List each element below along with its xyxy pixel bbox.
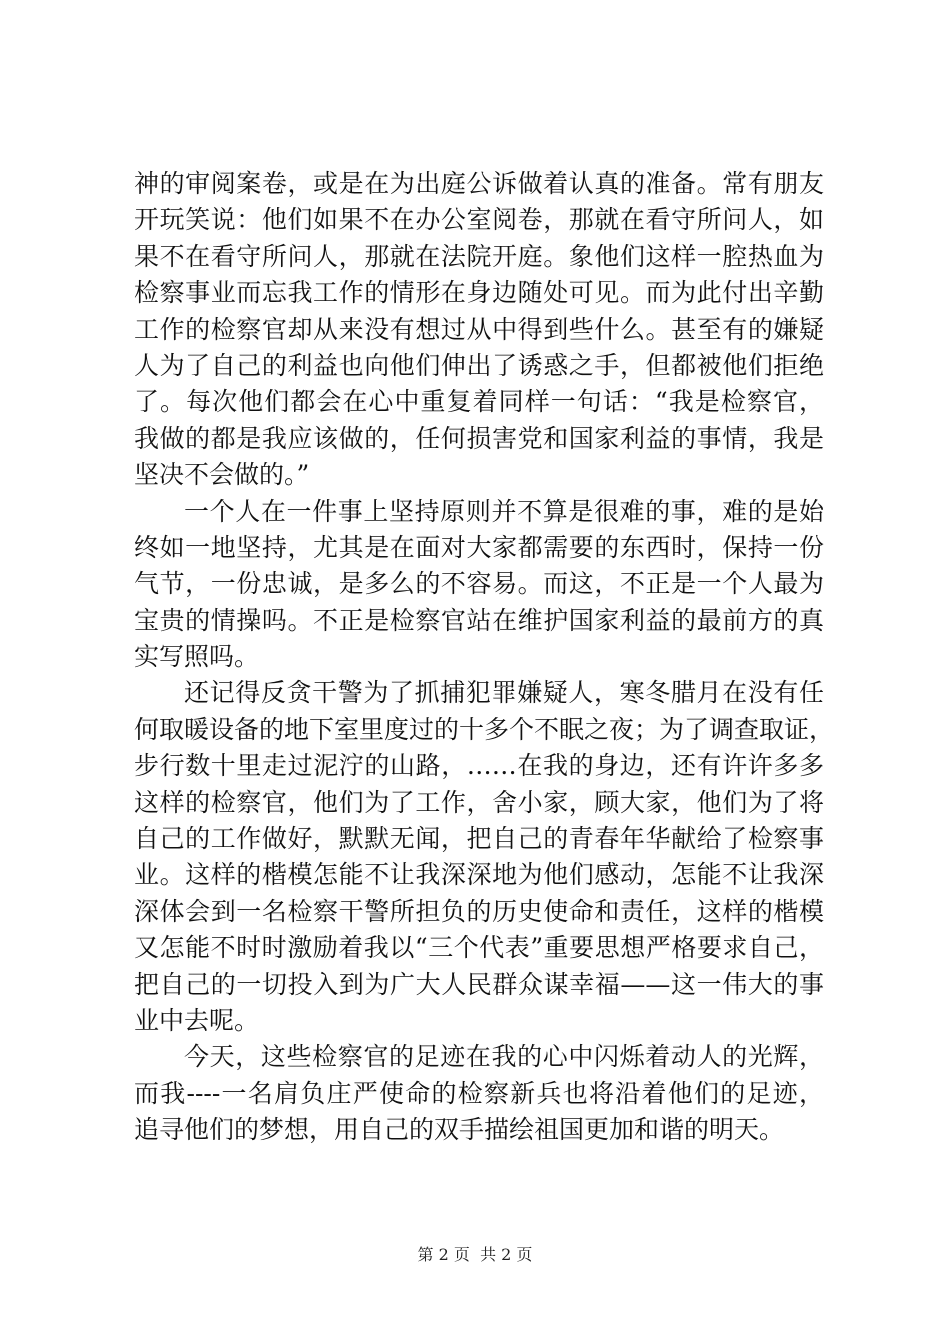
paragraph-first-line: 一个人在一件事上坚持原则并不算是很难的事，难的是始 xyxy=(184,496,824,526)
paragraph-first-line: 还记得反贪干警为了抓捕犯罪嫌疑人，寒冬腊月在没有任 xyxy=(184,678,824,708)
document-body xyxy=(134,166,835,1149)
text-line: 工作的检察官却从来没有想过从中得到些什么。甚至有的嫌疑 xyxy=(134,314,824,344)
text-line: 何取暖设备的地下室里度过的十多个不眠之夜；为了调查取证， xyxy=(134,714,835,744)
text-line: 而我----一名肩负庄严使命的检察新兵也将沿着他们的足迹， xyxy=(134,1078,824,1108)
text-line: 气节，一份忠诚，是多么的不容易。而这，不正是一个人最为 xyxy=(134,569,824,599)
text-line: 坚决不会做的。” xyxy=(134,460,310,490)
text-line: 实写照吗。 xyxy=(134,642,260,672)
text-line: 业。这样的楷模怎能不让我深深地为他们感动，怎能不让我深 xyxy=(134,860,824,890)
page-footer xyxy=(0,1245,950,1265)
paragraph-first-line: 今天，这些检察官的足迹在我的心中闪烁着动人的光辉， xyxy=(184,1042,824,1072)
text-line: 开玩笑说：他们如果不在办公室阅卷，那就在看守所问人，如 xyxy=(134,205,824,235)
text-line: 宝贵的情操吗。不正是检察官站在维护国家利益的最前方的真 xyxy=(134,605,824,635)
text-line: 这样的检察官，他们为了工作，舍小家，顾大家，他们为了将 xyxy=(134,787,824,817)
text-line: 业中去呢。 xyxy=(134,1005,260,1035)
text-line: 果不在看守所问人，那就在法院开庭。象他们这样一腔热血为 xyxy=(134,241,824,271)
text-line: 了。每次他们都会在心中重复着同样一句话：“我是检察官， xyxy=(134,387,824,417)
text-line: 又怎能不时时激励着我以“三个代表”重要思想严格要求自己， xyxy=(134,933,824,963)
text-line: 深体会到一名检察干警所担负的历史使命和责任，这样的楷模 xyxy=(134,896,824,926)
text-line: 我做的都是我应该做的，任何损害党和国家利益的事情，我是 xyxy=(134,423,824,453)
text-line: 追寻他们的梦想，用自己的双手描绘祖国更加和谐的明天。 xyxy=(134,1115,785,1145)
text-line: 自己的工作做好，默默无闻，把自己的青春年华献给了检察事 xyxy=(134,824,824,854)
text-line: 人为了自己的利益也向他们伸出了诱惑之手，但都被他们拒绝 xyxy=(134,350,824,380)
page-number-label: 第 2 页 共 2 页 xyxy=(417,1245,533,1264)
text-line: 检察事业而忘我工作的情形在身边随处可见。而为此付出辛勤 xyxy=(134,278,824,308)
text-line: 终如一地坚持，尤其是在面对大家都需要的东西时，保持一份 xyxy=(134,532,824,562)
text-line: 把自己的一切投入到为广大人民群众谋幸福——这一伟大的事 xyxy=(134,969,824,999)
text-line: 步行数十里走过泥泞的山路，……在我的身边，还有许许多多 xyxy=(134,751,824,781)
text-line: 神的审阅案卷，或是在为出庭公诉做着认真的准备。常有朋友 xyxy=(134,169,824,198)
